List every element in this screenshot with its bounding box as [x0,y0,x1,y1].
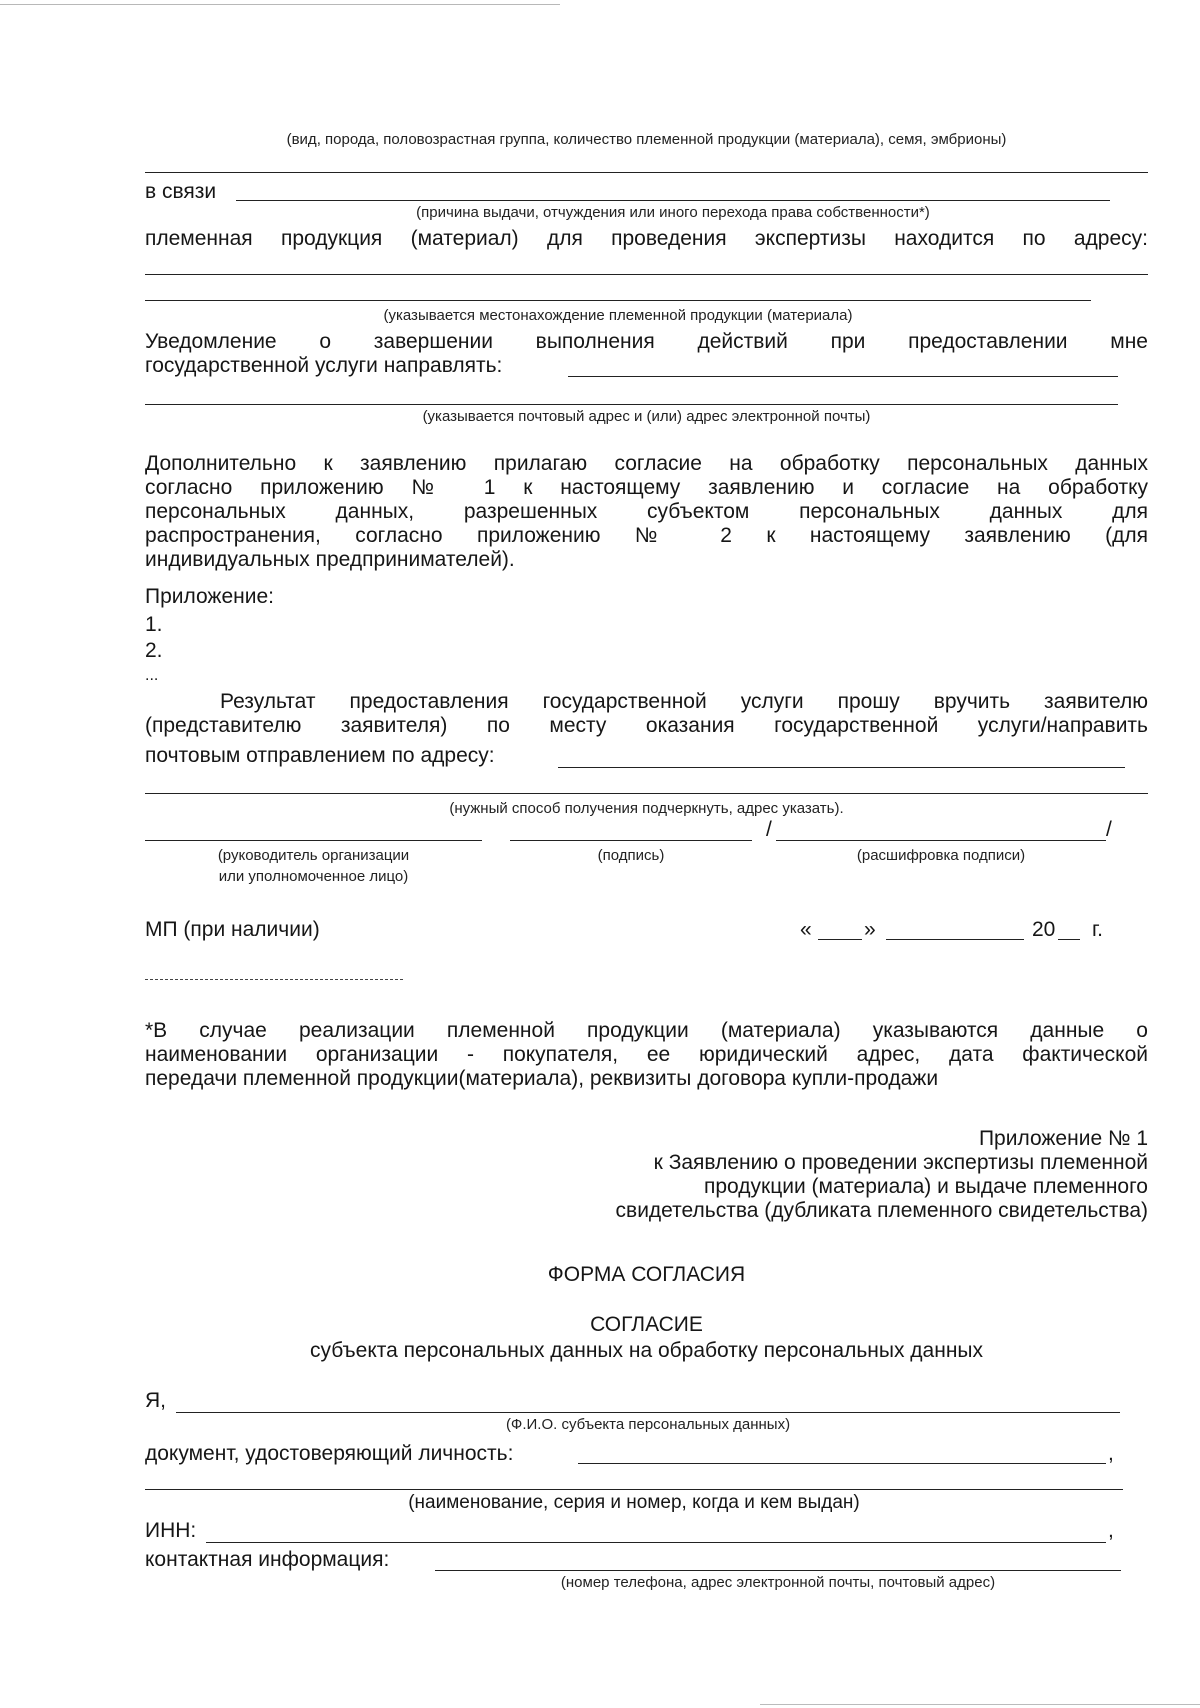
caption-species: (вид, порода, половозрастная группа, количество племенной продукции (материала), семя, эмбрионы) [286,131,1007,148]
label-appendix: Приложение: [145,585,275,608]
caption-reason: (причина выдачи, отчуждения или иного перехода права собственности*) [416,204,930,221]
text-notice-2: государственной услуги направлять: [145,354,503,377]
comma-inn: , [1108,1519,1114,1542]
para-line: Результат предоставления государственной услуги прошу вручить заявителю [220,690,1148,713]
text-notice-1: Уведомление о завершении выполнения действий при предоставлении мне [145,330,1148,353]
label-id-doc: документ, удостоверяющий личность: [145,1442,514,1465]
caption-contact: (номер телефона, адрес электронной почты, почтовый адрес) [560,1574,996,1591]
date-close-quote: » [864,918,876,941]
label-v-svyazi: в связи [145,180,217,203]
field-id-doc-2[interactable] [145,1489,1123,1490]
annex-line: Приложение № 1 [978,1127,1148,1150]
field-head[interactable] [145,840,482,841]
field-location-2[interactable] [145,300,1091,301]
para-line: наименовании организации - покупателя, ее юридический адрес, дата фактической [145,1043,1148,1066]
consent-title: СОГЛАСИЕ [590,1313,703,1336]
form-title: ФОРМА СОГЛАСИЯ [547,1263,746,1286]
paragraph-additional [145,452,1148,572]
date-open-quote: « [800,918,812,941]
para-line: *В случае реализации племенной продукции (материала) указываются данные о [145,1019,1148,1042]
para-line: распространения, согласно приложению № 2 к настоящему заявлению (для [145,524,1148,547]
annex-header [616,1127,1148,1223]
label-contact: контактная информация: [145,1548,390,1571]
field-date-year[interactable] [1058,939,1080,940]
paragraph-footnote [145,1019,1148,1091]
footnote-separator [145,979,403,980]
field-notice-address-2[interactable] [145,404,1118,405]
field-reason[interactable] [236,200,1110,201]
field-result-address-2[interactable] [145,793,1148,794]
caption-method: (нужный способ получения подчеркнуть, адрес указать). [449,800,844,817]
appendix-ellipsis: ... [145,667,159,684]
text-mp: МП (при наличии) [145,918,320,941]
field-fio[interactable] [176,1412,1120,1413]
caption-head-2: или уполномоченное лицо) [218,868,409,885]
top-edge-line [0,4,560,5]
appendix-item-1: 1. [145,613,163,636]
field-notice-address-1[interactable] [568,376,1118,377]
para-line: Дополнительно к заявлению прилагаю согласие на обработку персональных данных [145,452,1148,475]
text-result-3: почтовым отправлением по адресу: [145,744,495,767]
label-ya: Я, [145,1389,166,1412]
para-line: (представителю заявителя) по месту оказания государственной услуги/направить [145,714,1148,737]
caption-location: (указывается местонахождение племенной продукции (материала) [383,307,853,324]
para-line: персональных данных, разрешенных субъектом персональных данных для [145,500,1148,523]
date-g: г. [1092,918,1103,941]
field-date-month[interactable] [886,939,1024,940]
slash-right: / [1106,818,1112,841]
caption-fio: (Ф.И.О. субъекта персональных данных) [505,1416,791,1433]
bottom-edge-line [760,1704,1200,1705]
field-result-address-1[interactable] [558,767,1125,768]
appendix-item-2: 2. [145,639,163,662]
para-line: индивидуальных предпринимателей). [145,548,515,571]
para-line: передачи племенной продукции(материала), реквизиты договора купли-продажи [145,1067,939,1090]
para-line: согласно приложению № 1 к настоящему заявлению и согласие на обработку [145,476,1148,499]
field-date-day[interactable] [818,939,862,940]
caption-signature: (подпись) [597,847,665,864]
annex-line: продукции (материала) и выдаче племенного [703,1175,1148,1198]
field-location-1[interactable] [145,274,1148,275]
caption-head: (руководитель организации [217,847,410,864]
field-contact[interactable] [435,1570,1121,1571]
label-inn: ИНН: [145,1519,197,1542]
blank-line-species[interactable] [145,172,1148,173]
slash-left: / [766,818,772,841]
caption-postal: (указывается почтовый адрес и (или) адрес электронной почты) [422,408,871,425]
caption-decode: (расшифровка подписи) [856,847,1026,864]
field-id-doc-1[interactable] [578,1463,1106,1464]
consent-subtitle: субъекта персональных данных на обработку персональных данных [309,1339,984,1362]
caption-id-doc: (наименование, серия и номер, когда и кем выдан) [408,1492,860,1513]
text-location: племенная продукция (материал) для проведения экспертизы находится по адресу: [145,227,1148,250]
annex-line: к Заявлению о проведении экспертизы племенной [653,1151,1148,1174]
field-inn[interactable] [206,1542,1106,1543]
field-decode[interactable] [776,840,1106,841]
field-signature[interactable] [510,840,752,841]
paragraph-result [145,690,1148,738]
annex-line: свидетельства (дубликата племенного свидетельства) [615,1199,1148,1222]
date-year-prefix: 20 [1032,918,1056,941]
comma-id-doc: , [1108,1442,1114,1465]
